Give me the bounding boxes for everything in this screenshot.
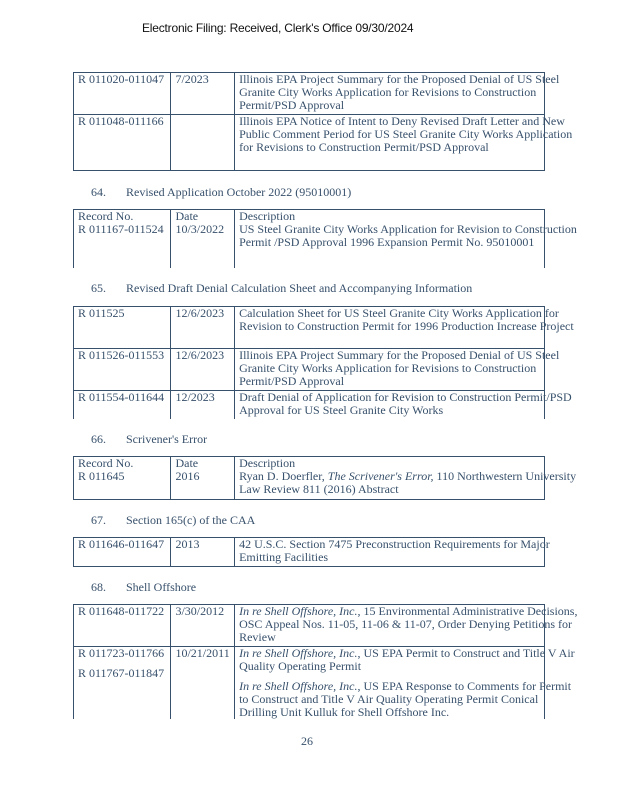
section-heading bbox=[91, 514, 255, 527]
table-row bbox=[74, 349, 545, 391]
table-row bbox=[74, 307, 545, 349]
record-cell: Record No. R 011167-011524 bbox=[74, 210, 171, 268]
section-title: Section 165(c) of the CAA bbox=[126, 513, 256, 527]
date-cell: 10/21/2011 bbox=[171, 647, 235, 720]
date-cell bbox=[171, 115, 235, 171]
date-cell: 12/2023 bbox=[171, 391, 235, 419]
record-cell: R 011526-011553 bbox=[74, 349, 171, 391]
column-header-description: Description bbox=[239, 209, 296, 223]
records-table bbox=[73, 209, 577, 268]
description-cell: In re Shell Offshore, Inc., US EPA Permit to Construct and Title V Air Quality Operating Permit In re Shell Offshore, Inc., US EPA Response to Comments for Permit to Construct and Title V Air Quality Operating Permit Conical Drilling Unit Kulluk for Shell Offshore Inc. bbox=[235, 647, 545, 720]
date-cell: 7/2023 bbox=[171, 73, 235, 115]
section-number: 66. bbox=[91, 432, 106, 446]
date-cell: Date 10/3/2022 bbox=[171, 210, 235, 268]
page-number: 26 bbox=[301, 734, 313, 748]
section-title: Revised Draft Denial Calculation Sheet and Accompanying Information bbox=[126, 281, 473, 295]
record-cell: R 011048-011166 bbox=[74, 115, 171, 171]
filing-header: Electronic Filing: Received, Clerk's Office 09/30/2024 bbox=[142, 21, 414, 35]
record-cell: R 011554-011644 bbox=[74, 391, 171, 419]
table-row bbox=[74, 115, 545, 171]
description-cell: In re Shell Offshore, Inc., 15 Environmental Administrative Decisions, OSC Appeal Nos. 11-05, 11-06 & 11-07, Order Denying Petitions for Review bbox=[235, 605, 545, 647]
table-row bbox=[74, 457, 545, 500]
description-cell: Draft Denial of Application for Revision to Construction Permit/PSD Approval for US Steel Granite City Works bbox=[235, 391, 545, 419]
table-row bbox=[74, 538, 545, 567]
column-header-date: Date bbox=[175, 209, 199, 223]
column-header-description: Description bbox=[239, 456, 296, 470]
table-row bbox=[74, 647, 545, 720]
description-cell: Illinois EPA Notice of Intent to Deny Revised Draft Letter and New Public Comment Period for US Steel Granite City Works Application for Revisions to Construction Permit/PSD Approval bbox=[235, 115, 545, 171]
records-table bbox=[73, 537, 550, 567]
section-number: 64. bbox=[91, 185, 106, 199]
table-row bbox=[74, 391, 545, 419]
date-cell: 3/30/2012 bbox=[171, 605, 235, 647]
section-heading bbox=[91, 581, 196, 594]
record-cell: R 011646-011647 bbox=[74, 538, 171, 567]
section-number: 68. bbox=[91, 580, 106, 594]
section-heading bbox=[91, 433, 207, 446]
section-number: 67. bbox=[91, 513, 106, 527]
records-table-continued bbox=[73, 72, 573, 171]
section-heading bbox=[91, 282, 472, 295]
description-cell: Description US Steel Granite City Works Application for Revision to Construction Permit /PSD Approval 1996 Expansion Permit No. 95010001 bbox=[235, 210, 545, 268]
date-cell: 12/6/2023 bbox=[171, 349, 235, 391]
description-cell: Description Ryan D. Doerfler, The Scrivener's Error, 110 Northwestern University Law Review 811 (2016) Abstract bbox=[235, 457, 545, 500]
section-title: Shell Offshore bbox=[126, 580, 197, 594]
section-heading bbox=[91, 186, 351, 199]
table-row bbox=[74, 605, 545, 647]
records-table bbox=[73, 306, 574, 419]
record-cell: R 011723-011766 R 011767-011847 bbox=[74, 647, 171, 720]
records-table bbox=[73, 456, 577, 500]
record-cell: R 011020-011047 bbox=[74, 73, 171, 115]
record-cell: R 011525 bbox=[74, 307, 171, 349]
description-cell: Illinois EPA Project Summary for the Proposed Denial of US Steel Granite City Works Application for Revisions to Construction Permit/PSD Approval bbox=[235, 73, 545, 115]
table-row bbox=[74, 210, 545, 268]
section-title: Scrivener's Error bbox=[126, 432, 208, 446]
record-cell: Record No. R 011645 bbox=[74, 457, 171, 500]
column-header-record: Record No. bbox=[78, 456, 134, 470]
description-cell: 42 U.S.C. Section 7475 Preconstruction Requirements for Major Emitting Facilities bbox=[235, 538, 545, 567]
date-cell: Date 2016 bbox=[171, 457, 235, 500]
column-header-record: Record No. bbox=[78, 209, 134, 223]
table-row bbox=[74, 73, 545, 115]
record-cell: R 011648-011722 bbox=[74, 605, 171, 647]
section-number: 65. bbox=[91, 281, 106, 295]
description-cell: Illinois EPA Project Summary for the Proposed Denial of US Steel Granite City Works Application for Revisions to Construction Permit/PSD Approval bbox=[235, 349, 545, 391]
section-title: Revised Application October 2022 (95010001) bbox=[126, 185, 352, 199]
date-cell: 2013 bbox=[171, 538, 235, 567]
date-cell: 12/6/2023 bbox=[171, 307, 235, 349]
column-header-date: Date bbox=[175, 456, 199, 470]
description-cell: Calculation Sheet for US Steel Granite City Works Application for Revision to Construction Permit for 1996 Production Increase Project bbox=[235, 307, 545, 349]
records-table bbox=[73, 604, 578, 719]
